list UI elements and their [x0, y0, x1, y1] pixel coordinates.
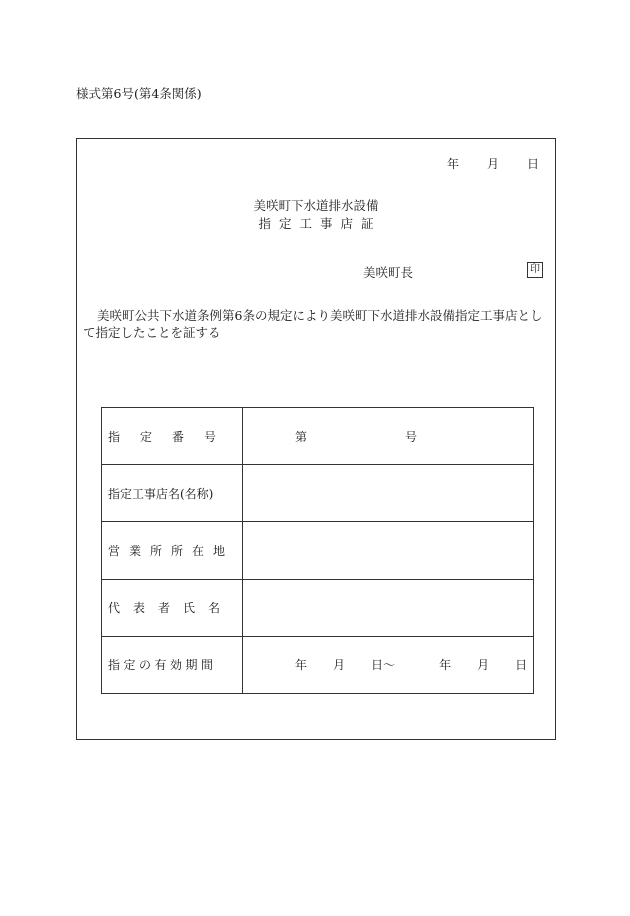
value-office-address: [243, 522, 534, 579]
date-year: 年: [446, 157, 459, 171]
period-month-end: 月: [477, 658, 490, 673]
label-designation-number: 指定番号: [102, 408, 243, 465]
period-day-end: 日: [515, 658, 528, 673]
number-suffix: 号: [405, 429, 418, 444]
title-line-2: 指定工事店証: [258, 216, 382, 231]
period-year-end: 年: [439, 658, 452, 673]
value-representative: [243, 579, 534, 636]
number-prefix: 第: [295, 429, 308, 444]
table-row: [102, 579, 534, 636]
label-contractor-name: 指定工事店名(名称): [102, 465, 243, 522]
date-day: 日: [526, 157, 539, 171]
period-month-start: 月: [333, 658, 346, 673]
value-designation-number: [243, 408, 534, 465]
form-number: 様式第6号(第4条関係): [76, 86, 202, 101]
table-row: [102, 465, 534, 522]
table-row: [102, 636, 534, 693]
certificate-table: [101, 407, 534, 694]
label-validity-period: 指定の有効期間: [102, 636, 243, 693]
certification-statement: 美咲町公共下水道条例第6条の規定により美咲町下水道排水設備指定工事店として指定したことを証する: [83, 308, 543, 340]
title-line-1: 美咲町下水道排水設備: [253, 198, 379, 213]
label-office-address: 営業所所在地: [102, 522, 243, 579]
certificate-frame: [76, 138, 556, 740]
table-row: [102, 408, 534, 465]
date-line: [447, 155, 539, 172]
certificate-title: [77, 197, 555, 233]
label-representative: 代表者氏名: [102, 579, 243, 636]
date-month: 月: [486, 157, 499, 171]
issuer-name: 美咲町長: [363, 265, 414, 280]
period-day-start: 日〜: [371, 658, 396, 673]
period-year-start: 年: [295, 658, 308, 673]
value-contractor-name: [243, 465, 534, 522]
value-validity-period: [243, 636, 534, 693]
table-row: [102, 522, 534, 579]
seal-stamp: 印: [527, 262, 543, 278]
